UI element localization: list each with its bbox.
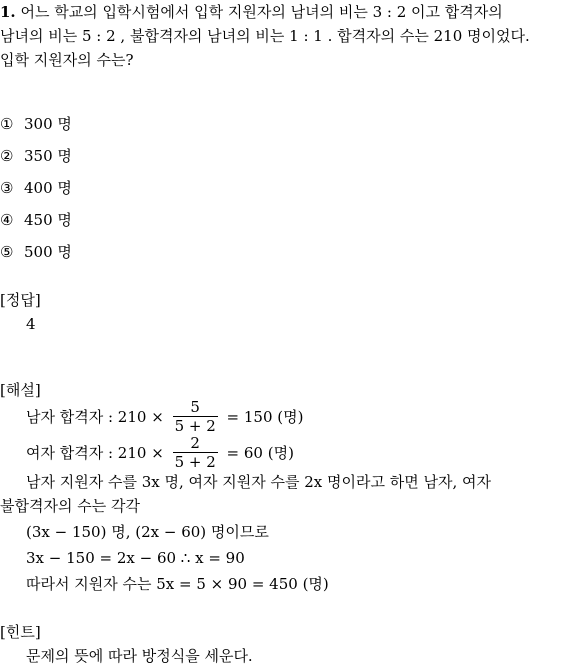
explanation-line-5: (3x − 150) 명, (2x − 60) 명이므로 — [26, 523, 269, 541]
answer-heading: [정답] — [0, 291, 41, 309]
choice-4-marker: ④ — [0, 211, 14, 229]
male-result: = 150 (명) — [226, 408, 304, 426]
choice-5-marker: ⑤ — [0, 243, 14, 261]
choice-3-text: 400 명 — [24, 179, 72, 197]
explanation-line-7: 따라서 지원자 수는 5x = 5 × 90 = 450 (명) — [26, 575, 329, 593]
choice-1-marker: ① — [0, 115, 14, 133]
male-fraction-numerator: 5 — [173, 398, 218, 417]
choice-4-text: 450 명 — [24, 211, 72, 229]
question-number: 1. — [0, 3, 16, 21]
choice-3-marker: ③ — [0, 179, 14, 197]
choice-5 — [0, 242, 72, 262]
choice-5-text: 500 명 — [24, 243, 72, 261]
female-result: = 60 (명) — [226, 444, 294, 462]
choice-1 — [0, 114, 72, 134]
female-fraction-numerator: 2 — [173, 434, 218, 453]
male-fraction — [173, 398, 218, 435]
question-line-1 — [0, 2, 503, 22]
female-fraction — [173, 434, 218, 471]
female-prefix: 여자 합격자 : 210 × — [26, 444, 164, 462]
choice-4 — [0, 210, 72, 230]
hint-text: 문제의 뜻에 따라 방정식을 세운다. — [26, 647, 253, 665]
explanation-female-line — [26, 434, 294, 471]
choice-1-text: 300 명 — [24, 115, 72, 133]
choice-2-text: 350 명 — [24, 147, 72, 165]
female-fraction-denominator: 5 + 2 — [174, 453, 216, 471]
choice-2-marker: ② — [0, 147, 14, 165]
question-text-1: 어느 학교의 입학시험에서 입학 지원자의 남녀의 비는 3 : 2 이고 합격자의 — [20, 3, 503, 21]
choice-2 — [0, 146, 72, 166]
answer-value: 4 — [26, 315, 36, 333]
hint-heading: [힌트] — [0, 623, 41, 641]
choice-3 — [0, 178, 72, 198]
question-line-3: 입학 지원자의 수는? — [0, 51, 134, 69]
male-fraction-denominator: 5 + 2 — [174, 417, 216, 435]
question-line-2: 남녀의 비는 5 : 2 , 불합격자의 남녀의 비는 1 : 1 . 합격자의 수는 210 명이었다. — [0, 27, 530, 45]
explanation-line-6: 3x − 150 = 2x − 60 ∴ x = 90 — [26, 549, 245, 567]
explanation-male-line — [26, 398, 303, 435]
explanation-line-4: 불합격자의 수는 각각 — [0, 497, 140, 515]
explanation-line-3: 남자 지원자 수를 3x 명, 여자 지원자 수를 2x 명이라고 하면 남자, 여자 — [26, 473, 492, 491]
explanation-heading: [해설] — [0, 381, 41, 399]
male-prefix: 남자 합격자 : 210 × — [26, 408, 164, 426]
